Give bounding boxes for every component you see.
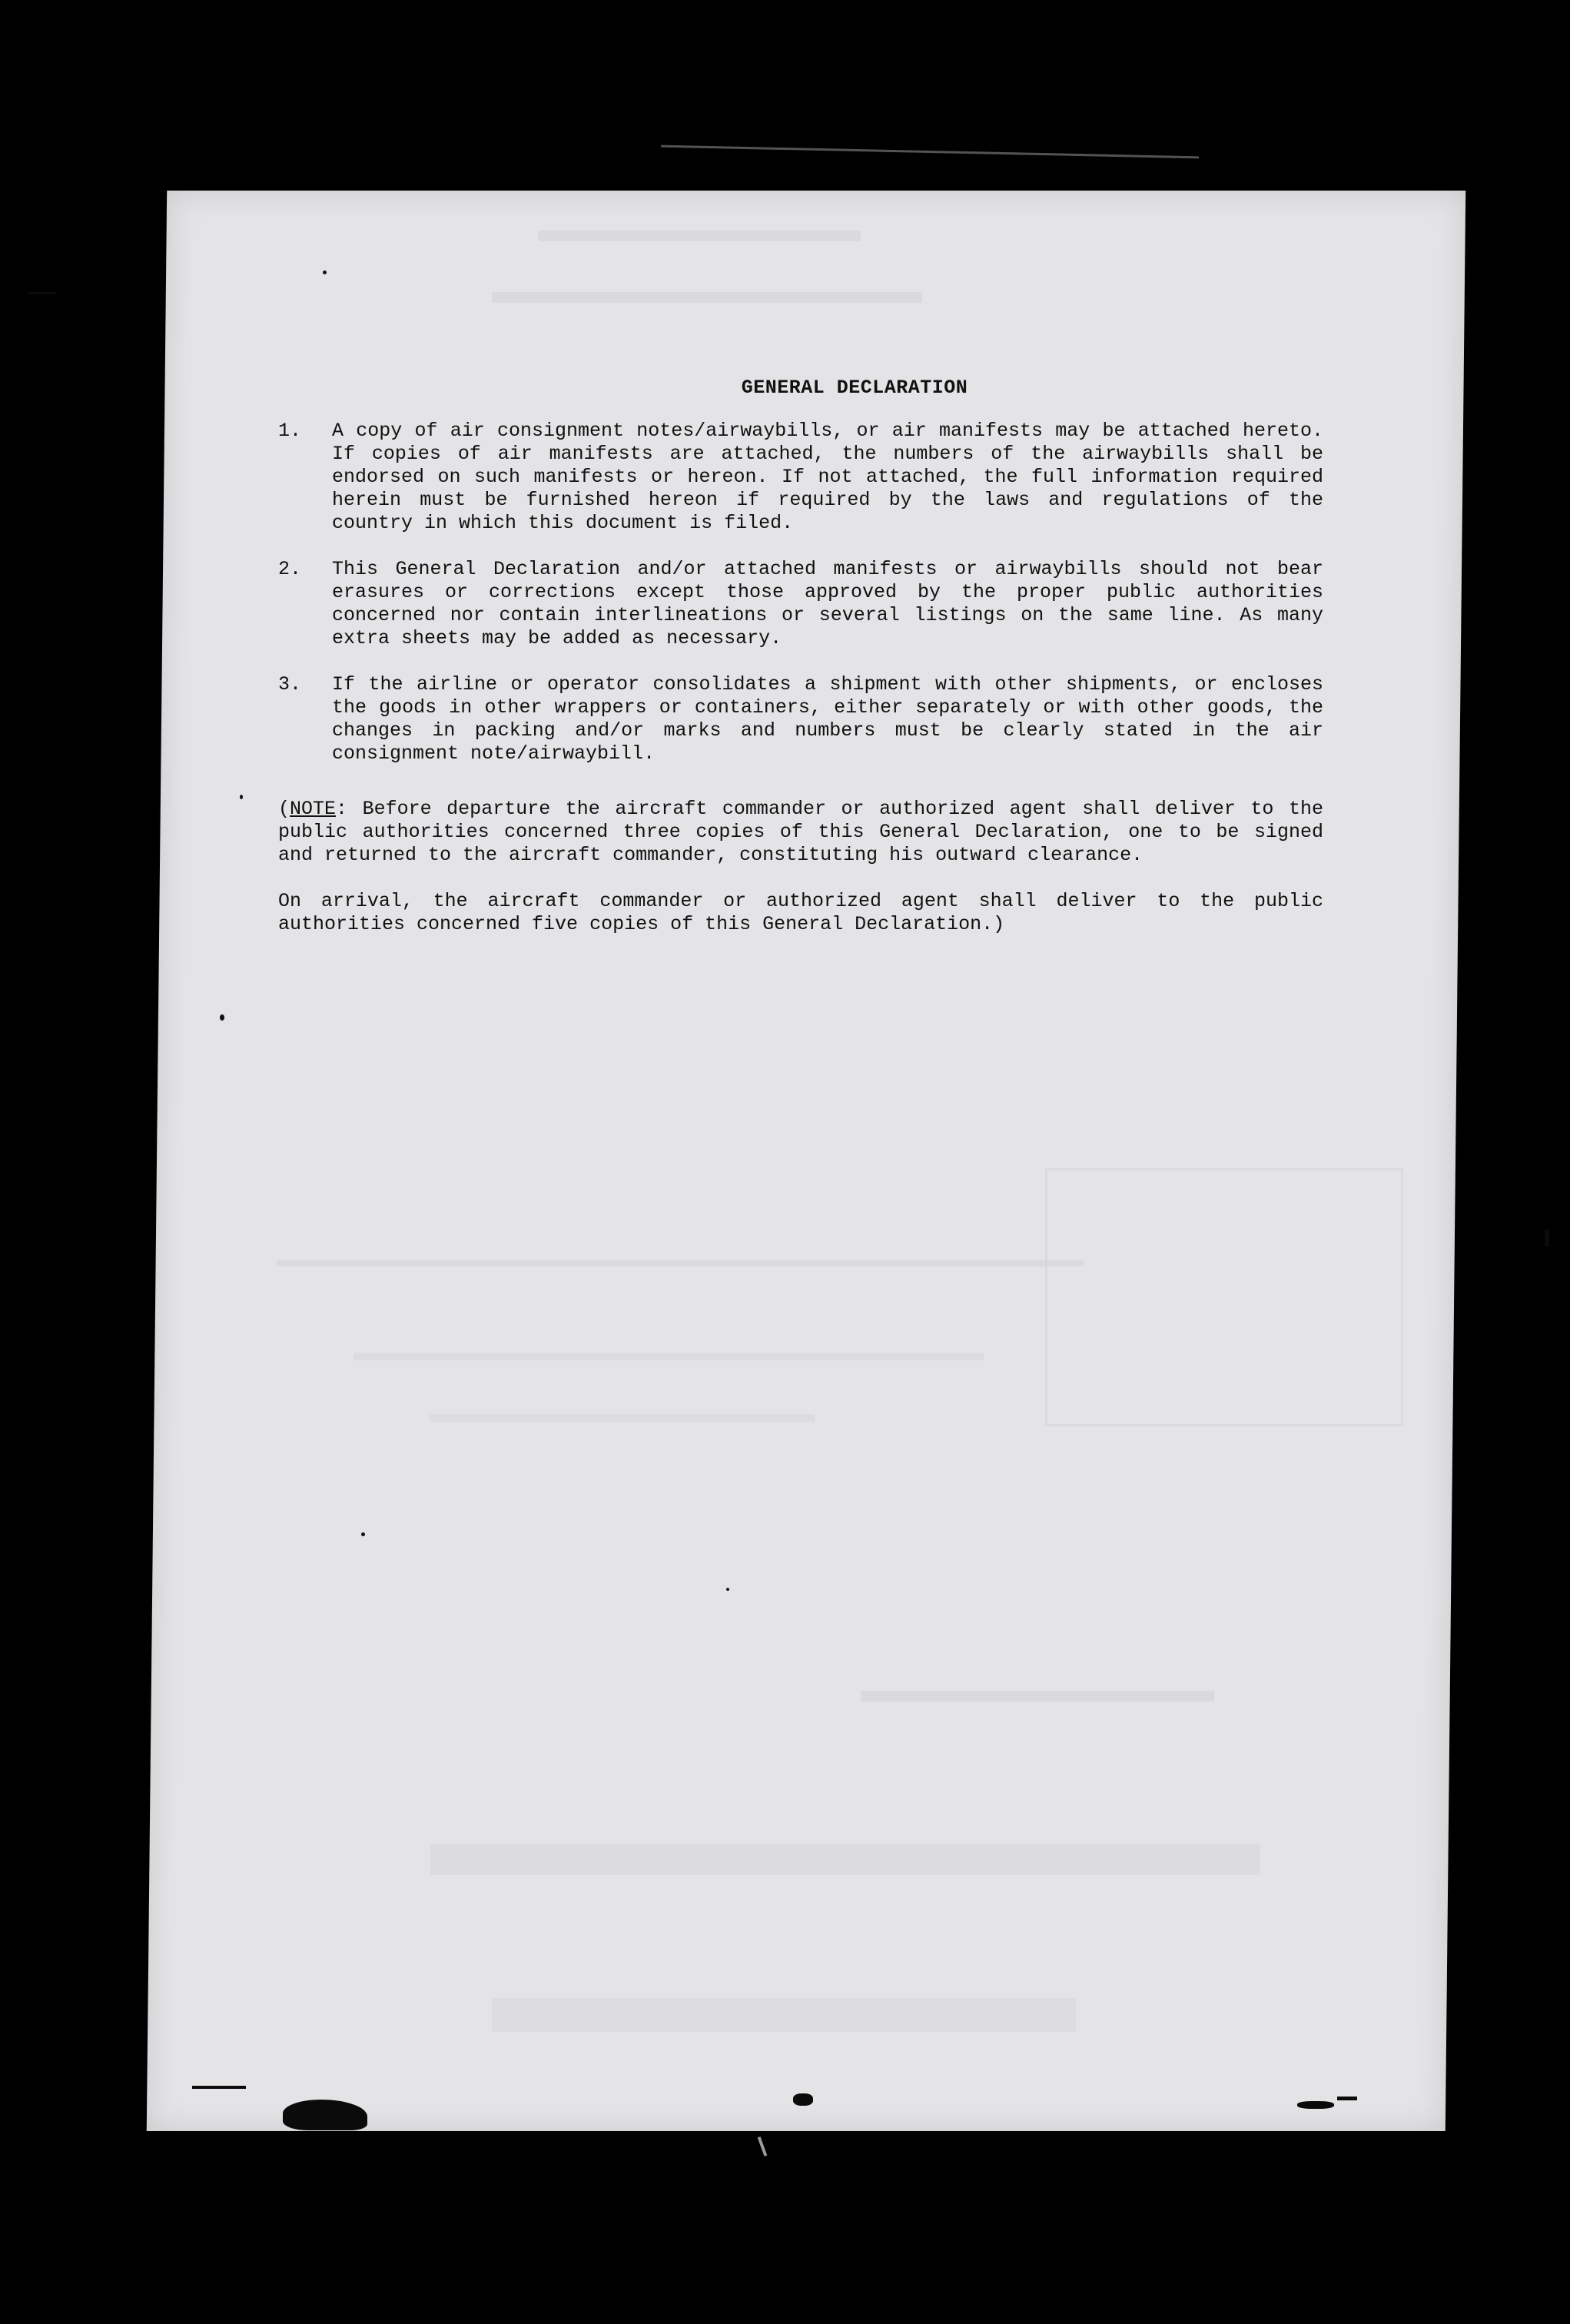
note-paragraph xyxy=(278,798,1323,867)
item-text: This General Declaration and/or attached manifests or airwaybills should not bear erasures or corrections except those approved by the proper public authorities concerned nor contain interlineations or several listings on the same line. As many extra sheets may be added as necessary. xyxy=(332,558,1323,649)
declaration-item-3 xyxy=(278,673,1323,765)
item-text: A copy of air consignment notes/airwaybills, or air manifests may be attached hereto. If copies of air manifests are attached, the numbers of the airwaybills shall be endorsed on such manifests or hereon. If not attached, the full information required herein must be furnished hereon if required by the laws and regulations of the country in which this document is filed. xyxy=(332,420,1323,534)
declaration-item-2 xyxy=(278,558,1323,650)
note-label: NOTE xyxy=(290,798,337,820)
item-number: 2. xyxy=(278,558,302,580)
document-title: GENERAL DECLARATION xyxy=(741,377,968,399)
note-text: : Before departure the aircraft commander or authorized agent shall deliver to the public authorities concerned three copies of this General Declaration, one to be signed and returned to the aircraft commander, constituting his outward clearance. xyxy=(278,798,1323,866)
item-text: If the airline or operator consolidates a shipment with other shipments, or encloses the goods in other wrappers or containers, either separately or with other goods, the changes in packing and/or marks and numbers must be clearly stated in the air consignment note/airwaybill. xyxy=(332,673,1323,765)
item-number: 3. xyxy=(278,673,302,696)
declaration-item-1 xyxy=(278,420,1323,535)
item-number: 1. xyxy=(278,420,302,442)
declaration-content xyxy=(278,377,1323,936)
note-open-paren: ( xyxy=(278,798,290,820)
arrival-paragraph: On arrival, the aircraft commander or authorized agent shall deliver to the public authorities concerned five copies of this General Declaration.) xyxy=(278,890,1323,935)
